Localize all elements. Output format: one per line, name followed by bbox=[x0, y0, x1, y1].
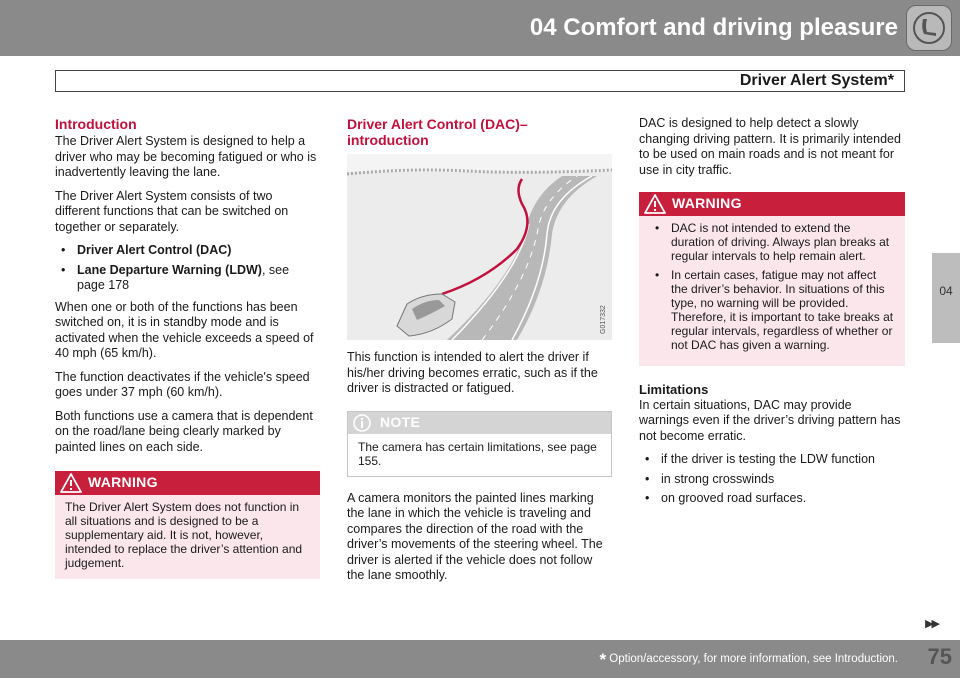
warning-header bbox=[55, 471, 320, 495]
warning-label: WARNING bbox=[88, 474, 158, 490]
section-bar bbox=[55, 70, 905, 92]
note-box bbox=[347, 411, 612, 477]
intro-paragraph-2: The Driver Alert System consists of two different functions that can be switched on together or separately. bbox=[55, 188, 289, 234]
intro-paragraph-3: When one or both of the functions has been switched on, it is in standby mode and is activated when the vehicle exceeds a speed of 40 mph (65 km/h). bbox=[55, 299, 314, 360]
warning-list bbox=[649, 221, 895, 352]
seat-icon bbox=[906, 5, 952, 51]
chapter-side-tab bbox=[932, 253, 960, 343]
intro-paragraph-1: The Driver Alert System is designed to help a driver who may be becoming fatigued or who is inadvertently leaving the lane. bbox=[55, 134, 317, 179]
list-item: • if the driver is testing the LDW function bbox=[639, 452, 905, 468]
warning-box bbox=[639, 192, 905, 366]
note-label: NOTE bbox=[380, 413, 421, 430]
warning-header bbox=[639, 192, 905, 216]
warning-triangle-icon bbox=[60, 473, 82, 497]
list-item: • In certain cases, fatigue may not affect the driver’s behavior. In situations of this type, no warning will be provided. Therefore, it is important to take breaks at regular intervals, regardless of whether or not DAC has given a warning. bbox=[649, 268, 895, 352]
dac-paragraph-3: DAC is designed to help detect a slowly changing driving pattern. It is primarily intended to be used on main roads and is not meant for use in city traffic. bbox=[639, 116, 901, 177]
list-item: • in strong crosswinds bbox=[639, 472, 905, 488]
function-list bbox=[55, 243, 320, 294]
section-title: Driver Alert System* bbox=[739, 72, 894, 89]
chapter-side-tab-label: 04 bbox=[939, 284, 953, 298]
dac-paragraph-2: A camera monitors the painted lines marking the lane in which the vehicle is traveling and compares the direction of the road with the driver’s movements of the steering wheel. The driver is alerted if the vehicle does not follow the lane smoothly. bbox=[347, 490, 603, 582]
next-page-arrows: ▶▶ bbox=[925, 618, 938, 630]
warning-box bbox=[55, 471, 320, 579]
intro-paragraph-5: Both functions use a camera that is dependent on the road/lane being clearly marked by painted lines on each side. bbox=[55, 408, 313, 454]
column-3 bbox=[639, 116, 905, 513]
list-item: • on grooved road surfaces. bbox=[639, 491, 905, 507]
intro-paragraph-4: The function deactivates if the vehicle's speed goes under 37 mph (60 km/h). bbox=[55, 369, 310, 399]
column-2 bbox=[347, 116, 612, 592]
list-item: • Driver Alert Control (DAC) bbox=[55, 243, 320, 259]
warning-triangle-icon bbox=[644, 194, 666, 218]
note-text: The camera has certain limitations, see page 155. bbox=[358, 439, 597, 468]
introduction-heading: Introduction bbox=[55, 116, 137, 132]
warning-label: WARNING bbox=[672, 195, 742, 211]
dac-illustration bbox=[347, 154, 612, 340]
info-icon bbox=[352, 413, 372, 437]
page-number: 75 bbox=[927, 644, 952, 669]
footnote: * Option/accessory, for more information, see Introduction. bbox=[599, 650, 898, 669]
dac-introduction-heading: Driver Alert Control (DAC)– introduction bbox=[347, 116, 528, 148]
warning-text: The Driver Alert System does not function in all situations and is designed to be a supplementary aid. It is not, however, intended to replace the driver’s attention and judgement. bbox=[65, 500, 303, 570]
list-item: • DAC is not intended to extend the duration of driving. Always plan breaks at regular intervals to help remain alert. bbox=[649, 221, 895, 263]
limitations-heading: Limitations bbox=[639, 382, 709, 397]
column-1 bbox=[55, 116, 320, 579]
limitations-paragraph: In certain situations, DAC may provide warnings even if the driver’s driving pattern has not become erratic. bbox=[639, 397, 901, 443]
chapter-title: 04 Comfort and driving pleasure bbox=[529, 14, 898, 41]
note-header bbox=[348, 412, 611, 434]
list-item: • Lane Departure Warning (LDW), see page 178 bbox=[55, 263, 320, 294]
figure-code: G017332 bbox=[600, 305, 607, 334]
dac-paragraph-1: This function is intended to alert the driver if his/her driving becomes erratic, such as if the driver is distracted or fatigued. bbox=[347, 350, 598, 395]
limitations-list bbox=[639, 452, 905, 507]
